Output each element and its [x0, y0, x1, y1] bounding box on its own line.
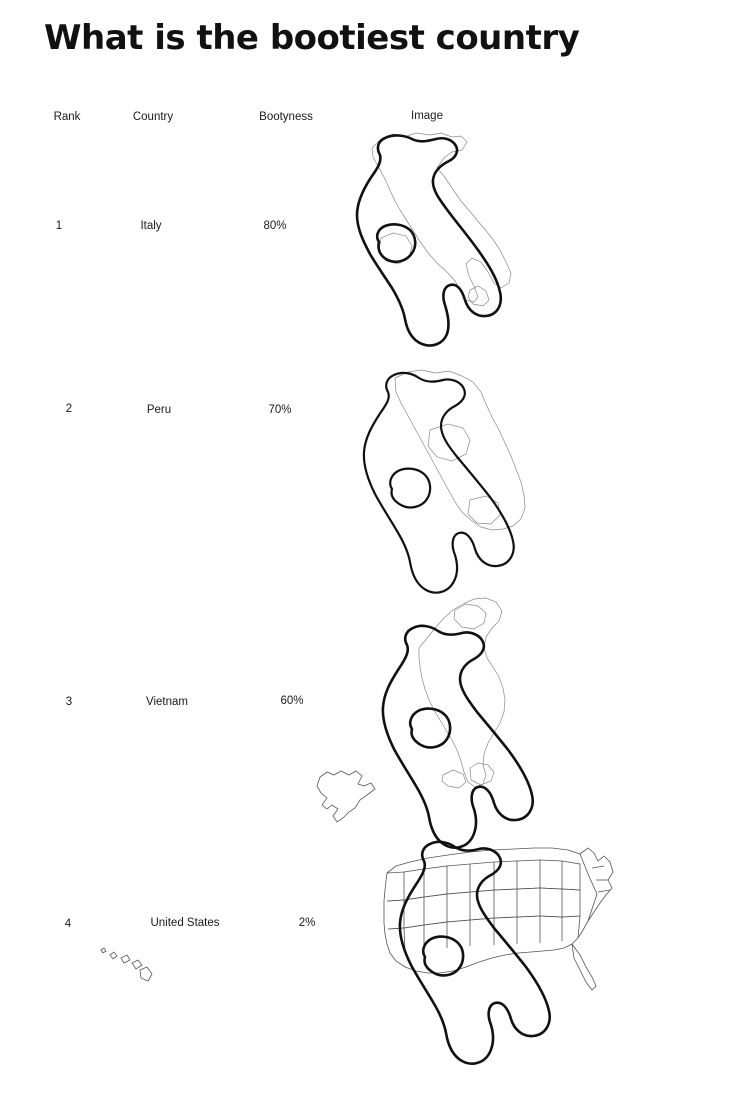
table-row: Peru: [146, 404, 172, 416]
peru-map-icon: [395, 370, 525, 530]
boot-outline-peru: [364, 373, 514, 593]
table-row: 4: [64, 918, 72, 930]
boot-outline-vietnam: [383, 626, 533, 848]
italy-map-icon: [372, 133, 511, 306]
column-header-bootyness: Bootyness: [259, 111, 313, 123]
boot-outline-italy: [357, 135, 501, 345]
table-row: 70%: [268, 404, 292, 416]
table-row: 2%: [298, 917, 316, 929]
table-row: 1: [55, 220, 63, 232]
column-header-rank: Rank: [53, 111, 81, 123]
vietnam-map-icon: [419, 598, 505, 788]
table-row: 80%: [263, 220, 287, 232]
united-states-map-icon: [101, 771, 613, 990]
boot-outline-united-states: [400, 842, 550, 1064]
column-header-country: Country: [132, 111, 174, 123]
table-row: Vietnam: [146, 696, 188, 708]
table-row: 3: [65, 696, 73, 708]
table-row: Italy: [140, 220, 162, 232]
table-row: 2: [65, 403, 73, 415]
page-title: What is the bootiest country: [44, 18, 580, 58]
table-row: United States: [150, 917, 220, 929]
column-header-image: Image: [411, 110, 443, 122]
table-row: 60%: [280, 695, 304, 707]
